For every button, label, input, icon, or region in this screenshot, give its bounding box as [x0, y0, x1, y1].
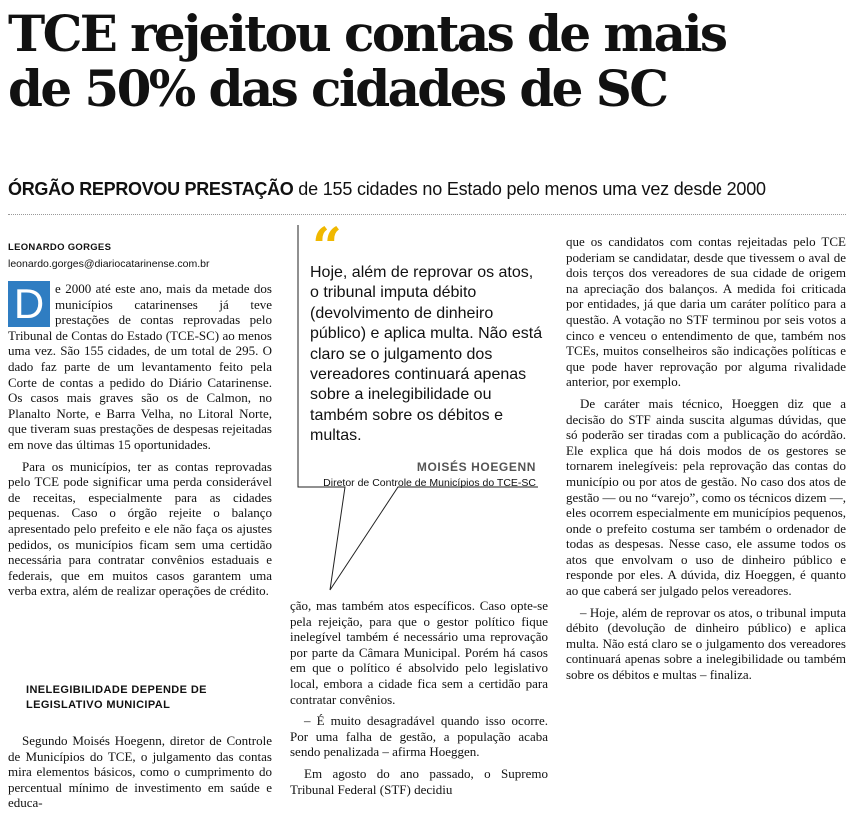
article-column-2: [290, 598, 548, 803]
dropcap: D: [8, 281, 50, 327]
paragraph-1: [8, 281, 272, 453]
pullquote-author: MOISÉS HOEGENN: [416, 460, 536, 474]
paragraph-4: ção, mas também atos específicos. Caso opte-se pela rejeição, para que o gestor político fique inelegível também é necessário uma reprovação por parte da Câmara Municipal. Porém há casos em que o político é absolvido pelo legislativo local, embora a cidade fica sem a certidão para contratar convênios.: [290, 598, 548, 707]
article-column-1: [8, 281, 272, 605]
deck: [8, 178, 848, 200]
paragraph-6: Em agosto do ano passado, o Supremo Tribunal Federal (STF) decidiu: [290, 765, 548, 797]
paragraph-8: De caráter mais técnico, Hoeggen diz que a decisão do STF ainda suscita algumas dúvidas, que só poderão ser tiradas com a publicação do acórdão. Ele explica que há dois modos de os gestores se tornarem inelegíveis: pela reprovação das contas do município ou por atos de gestão. No caso dos atos de gestão — ou no “varejo”, como os técnicos dizem —, eles ocorrem especialmente em municípios pequenos, onde o prefeito costuma ser também o ordenador de todas as despesas. Nesse caso, ele assume todos os atos que envolvam o uso de dinheiro público e responde por eles. A dúvida, diz Hoeggen, é quanto ao que caberá ser julgado pelos vereadores.: [566, 395, 846, 599]
byline: [8, 242, 288, 271]
author-name: LEONARDO GORGES: [8, 242, 112, 253]
paragraph-1-text: e 2000 até este ano, mais da metade dos municípios catarinenses já teve prestações de contas reprovadas pelo Tribunal de Contas do Estado (TCE-SC) ao menos uma vez. São 155 cidades, de um total de 295. O dado faz parte de um levantamento feito pela Corte de contas a pedido do Diário Catarinense. Os casos mais graves são os de Calmon, no Planalto Norte, e Barra Velha, no Litoral Norte, que tiveram suas prestações de despesas rejeitadas em nove das últimas 15 oportunidades.: [8, 281, 272, 452]
pullquote-text: Hoje, além de reprovar os atos, o tribunal imputa débito (devolvimento de dinheiro público) e aplica multa. Não está claro se o julgamento dos vereadores continuará apenas sobre a inelegibilidade ou também sobre os débitos e multas.: [310, 264, 543, 445]
pullquote-role: Diretor de Controle de Municípios do TCE-SC: [323, 477, 536, 489]
paragraph-2: Para os municípios, ter as contas reprovadas pelo TCE pode significar uma perda considerável de receitas, especialmente para as cidades pequenas. Caso o órgão rejeite o balanço apresentado pelo prefeito e ele não faça os ajustes pedidos, os municípios ficam sem uma certidão necessária para contratar convênios estaduais e federais, que em muitos casos garantem uma verba extra, além de realizar operações de crédito.: [8, 458, 272, 599]
subhead: INELEGIBILIDADE DEPENDE DE LEGISLATIVO MUNICIPAL: [26, 684, 207, 711]
paragraph-9: – Hoje, além de reprovar os atos, o tribunal imputa débito (devolução de dinheiro público) e aplica multa. Não está claro se o julgamento dos vereadores continuará apenas sobre a inelegibilidade ou também sobre os débitos e multas – finaliza.: [566, 604, 846, 683]
paragraph-5: – É muito desagradável quando isso ocorre. Por uma falha de gestão, a população acaba sendo penalizada – afirma Hoeggen.: [290, 713, 548, 760]
deck-rest: de 155 cidades no Estado pelo menos uma vez desde 2000: [293, 179, 766, 199]
paragraph-3: Segundo Moisés Hoegenn, diretor de Controle de Municípios do TCE, o julgamento das contas mira elementos básicos, como o cumprimento do percentual mínimo de investimento em saúde e educa-: [8, 733, 272, 811]
article-column-3: [566, 234, 846, 689]
headline: [8, 6, 853, 116]
paragraph-7: que os candidatos com contas rejeitadas pelo TCE poderiam se candidatar, desde que tivessem o aval de dois terços dos vereadores de sua cidade de origem na apreciação dos balanços. A medida foi criticada por entidades, já que daria um caráter político para a questão. A votação no STF terminou por seis votos a cinco e venceu o entendimento de que, também nos TCEs, muitos conselheiros são indicações políticas e que pode haver reprovação por alguma rivalidade anterior, por exemplo.: [566, 234, 846, 390]
quote-mark-icon: “: [312, 217, 342, 278]
deck-lead: ÓRGÃO REPROVOU PRESTAÇÃO: [8, 179, 294, 199]
headline-line-2: de 50% das cidades de SC: [8, 59, 667, 118]
author-email: leonardo.gorges@diariocatarinense.com.br: [8, 258, 210, 270]
headline-line-1: TCE rejeitou contas de mais: [8, 4, 726, 63]
article-column-1-end: [8, 733, 272, 817]
